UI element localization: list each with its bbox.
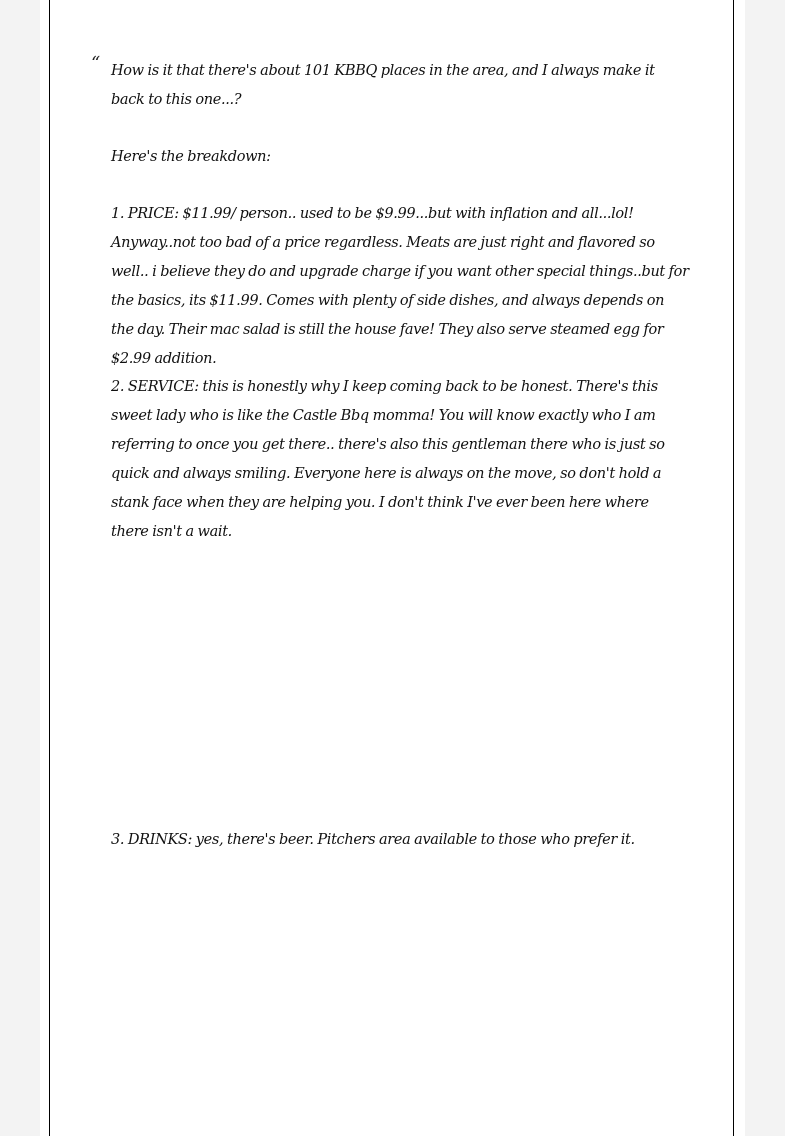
review-intro: How is it that there's about 101 KBBQ places in the area, and I always make it back to this one...? (111, 63, 655, 108)
review-page (49, 0, 734, 1136)
review-service-section: 2. SERVICE: this is honestly why I keep coming back to be honest. There's this sweet lady who is like the Castle Bbq momma! You will know exactly who I am referring to once you get there.. there's also this gentleman there who is just so quick and always smiling. Everyone here is always on the move, so don't hold a stank face when they are helping you. I don't think I've ever been here where there isn't a wait. (111, 379, 665, 540)
review-drinks-section: 3. DRINKS: yes, there's beer. Pitchers area available to those who prefer it. (111, 832, 635, 848)
open-quote-icon: “ (91, 53, 101, 74)
review-breakdown-heading: Here's the breakdown: (111, 149, 271, 165)
review-price-section: 1. PRICE: $11.99/ person.. used to be $9.99...but with inflation and all...lol! Anyway..not too bad of a price regardless. Meats are just right and flavored so well.. i believe they do and upgrade charge if you want other special things..but for the basics, its $11.99. Comes with plenty of side dishes, and always depends on the day. Their mac salad is still the house fave! They also serve steamed egg for $2.99 addition. (111, 206, 689, 367)
